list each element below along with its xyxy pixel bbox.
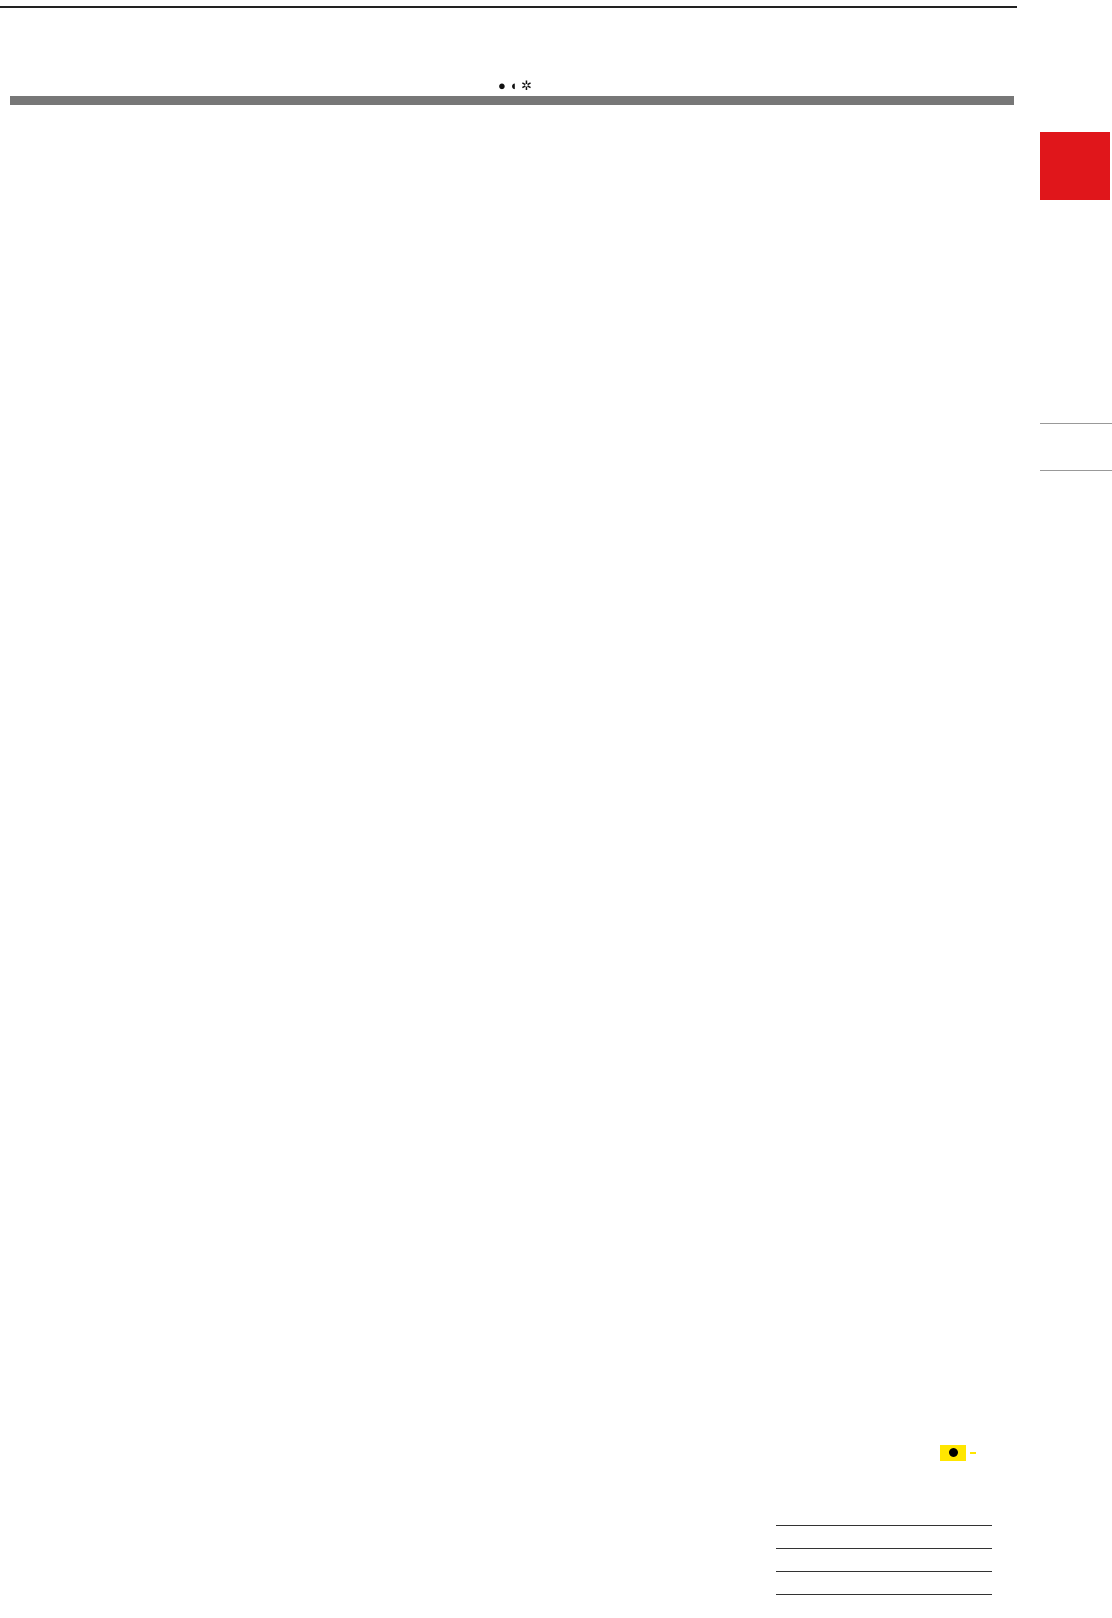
footer-ref-row[interactable]: [776, 1571, 992, 1595]
stable-icon: ●: [498, 78, 506, 93]
unstable-icon: ✲: [520, 78, 532, 93]
general-icon: ◖: [509, 78, 518, 93]
chapter-tab-a[interactable]: [1040, 132, 1110, 200]
new-dot-icon: [940, 1445, 966, 1461]
footer-ref-row[interactable]: [776, 1548, 992, 1571]
footer-ref-row[interactable]: [776, 1525, 992, 1548]
new-legend: [940, 1444, 976, 1461]
new-legend-label: [970, 1452, 976, 1454]
positive-7-tab: [1040, 423, 1112, 471]
footer-refs: [776, 1525, 992, 1595]
